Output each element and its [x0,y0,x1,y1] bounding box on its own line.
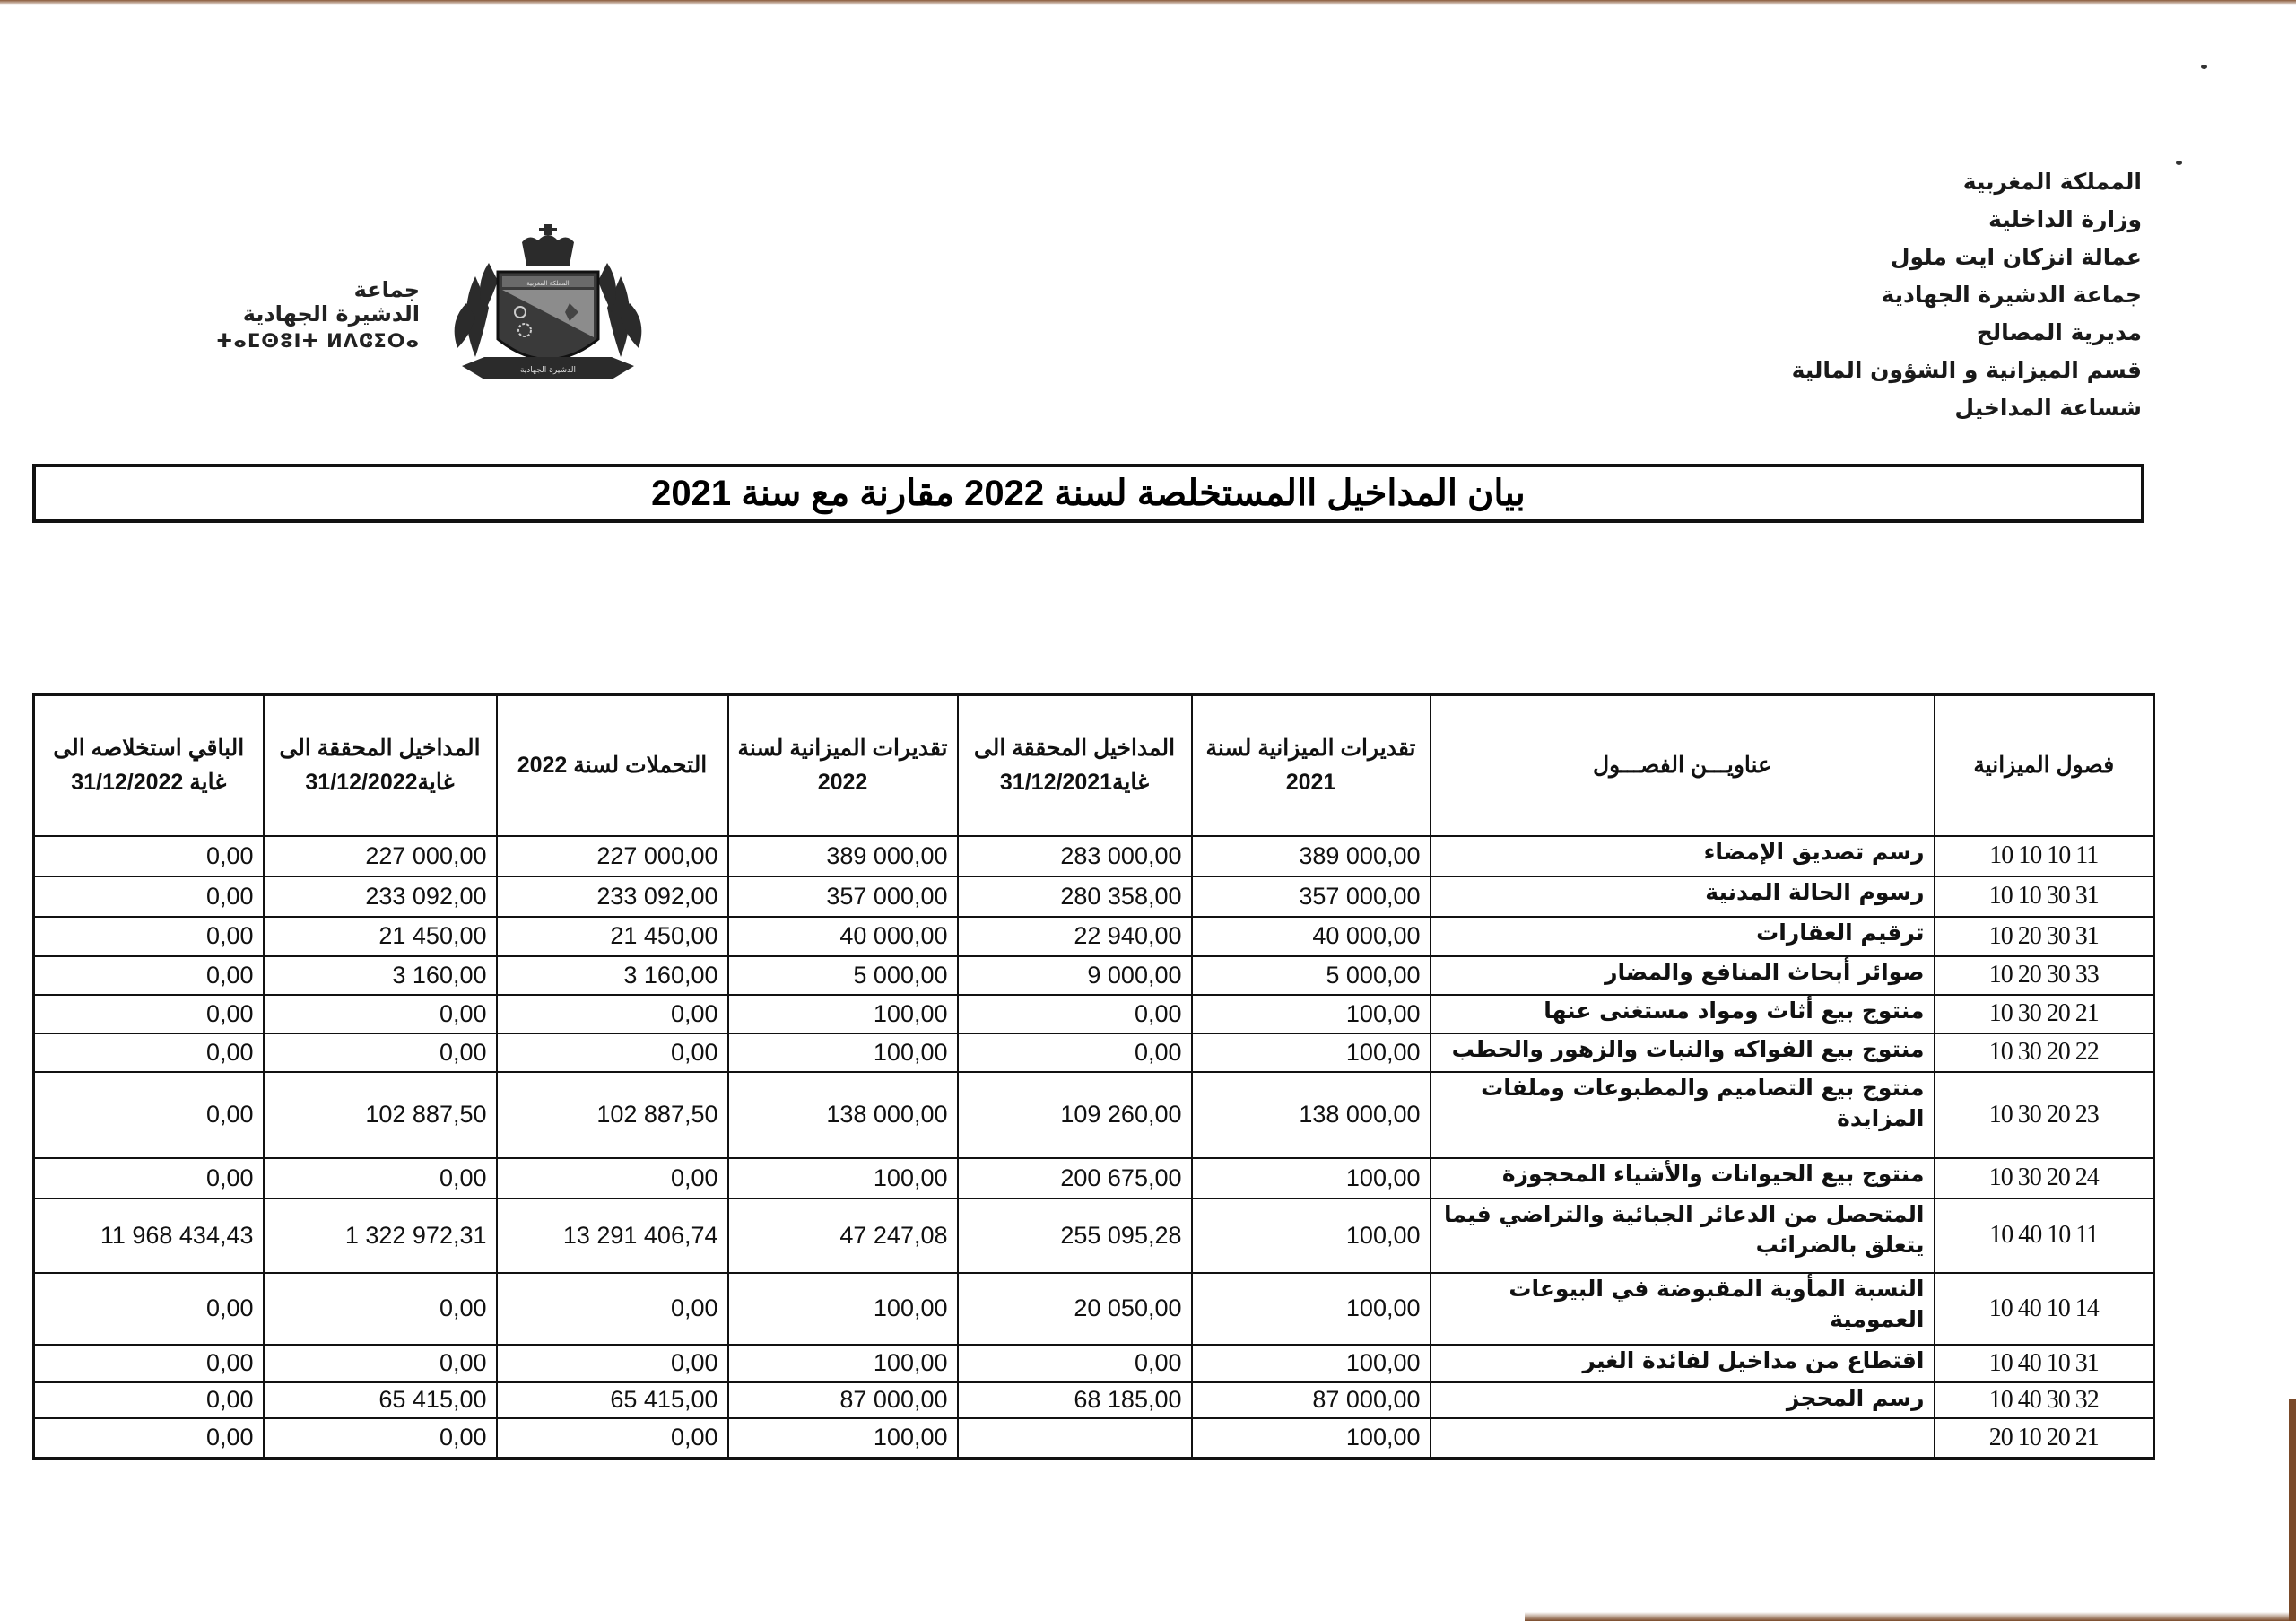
realized-2022-cell: 0,00 [264,1418,497,1459]
realized-2021-cell: 20 050,00 [958,1273,1192,1345]
charges-2022-cell: 21 450,00 [497,917,728,956]
realized-2021-cell: 283 000,00 [958,836,1192,876]
remaining-cell: 0,00 [34,1033,264,1072]
chapter-code-cell: 10 20 30 33 [1935,956,2154,995]
estimate-2022-cell: 100,00 [728,995,958,1033]
paper-edge [1525,1612,2296,1621]
realized-2022-cell: 102 887,50 [264,1072,497,1158]
chapter-code-cell: 10 20 30 31 [1935,917,2154,956]
table-row [34,1418,2154,1459]
estimate-2021-cell: 100,00 [1192,1418,1431,1459]
realized-2021-cell: 9 000,00 [958,956,1192,995]
table-header-row [34,695,2154,836]
realized-2021-cell: 22 940,00 [958,917,1192,956]
org-line: عمالة انزكان ايت ملول [1890,244,2142,270]
charges-2022-cell: 65 415,00 [497,1382,728,1418]
remaining-cell: 0,00 [34,1072,264,1158]
chapter-title-cell: منتوج بيع التصاميم والمطبوعات وملفات المزايدة [1431,1072,1935,1158]
chapter-code-cell: 10 30 20 24 [1935,1158,2154,1198]
table-row [34,1273,2154,1345]
estimate-2022-cell: 40 000,00 [728,917,958,956]
estimate-2021-cell: 100,00 [1192,1198,1431,1273]
chapter-code-cell: 10 10 30 31 [1935,876,2154,917]
estimate-2022-cell: 47 247,08 [728,1198,958,1273]
realized-2022-cell: 0,00 [264,995,497,1033]
remaining-cell: 0,00 [34,1158,264,1198]
column-header: تقديرات الميزانية لسنة 2022 [728,695,958,836]
chapter-title-cell: ترقيم العقارات [1431,917,1935,956]
estimate-2021-cell: 138 000,00 [1192,1072,1431,1158]
estimate-2022-cell: 138 000,00 [728,1072,958,1158]
estimate-2022-cell: 87 000,00 [728,1382,958,1418]
chapter-code-cell: 10 40 10 31 [1935,1345,2154,1382]
charges-2022-cell: 233 092,00 [497,876,728,917]
realized-2021-cell: 0,00 [958,1033,1192,1072]
commune-line-tifinagh: ⵜⴰⵎⵙⵓⵏⵜ ⵍⴷⵛⵉⵔⴰ [216,330,420,352]
charges-2022-cell: 0,00 [497,1345,728,1382]
remaining-cell: 0,00 [34,1382,264,1418]
estimate-2022-cell: 100,00 [728,1273,958,1345]
chapter-title-cell: رسم تصديق الإمضاء [1431,836,1935,876]
chapter-title-cell: النسبة المأوية المقبوضة في البيوعات العمومية [1431,1273,1935,1345]
remaining-cell: 0,00 [34,995,264,1033]
commune-emblem-logo [448,222,648,395]
table-row [34,1158,2154,1198]
estimate-2021-cell: 100,00 [1192,995,1431,1033]
chapter-title-cell [1431,1418,1935,1459]
realized-2022-cell: 3 160,00 [264,956,497,995]
chapter-title-cell: منتوج بيع الحيوانات والأشياء المحجوزة [1431,1158,1935,1198]
charges-2022-cell: 102 887,50 [497,1072,728,1158]
paper-edge [0,0,2296,5]
chapter-code-cell: 20 10 20 21 [1935,1418,2154,1459]
estimate-2021-cell: 5 000,00 [1192,956,1431,995]
remaining-cell: 0,00 [34,917,264,956]
realized-2022-cell: 21 450,00 [264,917,497,956]
chapter-title-cell: منتوج بيع أثاث ومواد مستغنى عنها [1431,995,1935,1033]
revenue-table [32,693,2155,1460]
remaining-cell: 0,00 [34,1273,264,1345]
org-line: المملكة المغربية [1962,169,2142,195]
speck [2176,161,2182,165]
emblem-ribbon-text: الدشيرة الجهادية [519,366,577,375]
chapter-title-cell: رسم المحجز [1431,1382,1935,1418]
chapter-title-cell: اقتطاع من مداخيل لفائدة الغير [1431,1345,1935,1382]
chapter-code-cell: 10 40 10 14 [1935,1273,2154,1345]
chapter-code-cell: 10 40 10 11 [1935,1198,2154,1273]
remaining-cell: 0,00 [34,1345,264,1382]
estimate-2022-cell: 100,00 [728,1033,958,1072]
org-line: وزارة الداخلية [1988,206,2142,232]
estimate-2022-cell: 389 000,00 [728,836,958,876]
commune-line: جماعة [353,277,420,302]
estimate-2021-cell: 40 000,00 [1192,917,1431,956]
org-line: جماعة الدشيرة الجهادية [1881,282,2142,308]
realized-2022-cell: 0,00 [264,1273,497,1345]
charges-2022-cell: 0,00 [497,1273,728,1345]
charges-2022-cell: 0,00 [497,1418,728,1459]
remaining-cell: 11 968 434,43 [34,1198,264,1273]
realized-2022-cell: 0,00 [264,1345,497,1382]
document-title-box [32,464,2144,523]
realized-2021-cell: 68 185,00 [958,1382,1192,1418]
column-header: فصول الميزانية [1935,695,2154,836]
table-row [34,1345,2154,1382]
table-row [34,1033,2154,1072]
chapter-title-cell: المتحصل من الدعائر الجبائية والتراضي فيما يتعلق بالضرائب [1431,1198,1935,1273]
column-header: تقديرات الميزانية لسنة 2021 [1192,695,1431,836]
estimate-2022-cell: 357 000,00 [728,876,958,917]
estimate-2021-cell: 357 000,00 [1192,876,1431,917]
realized-2021-cell: 200 675,00 [958,1158,1192,1198]
chapter-code-cell: 10 40 30 32 [1935,1382,2154,1418]
realized-2021-cell: 255 095,28 [958,1198,1192,1273]
table-row [34,995,2154,1033]
document-title: بيان المداخيل االمستخلصة لسنة 2022 مقارنة مع سنة 2021 [651,474,1526,513]
chapter-title-cell: رسوم الحالة المدنية [1431,876,1935,917]
realized-2021-cell: 0,00 [958,995,1192,1033]
realized-2021-cell: 280 358,00 [958,876,1192,917]
realized-2021-cell: 109 260,00 [958,1072,1192,1158]
chapter-code-cell: 10 10 10 11 [1935,836,2154,876]
charges-2022-cell: 0,00 [497,1033,728,1072]
table-row [34,917,2154,956]
chapter-title-cell: منتوج بيع الفواكه والنبات والزهور والحطب [1431,1033,1935,1072]
estimate-2021-cell: 100,00 [1192,1345,1431,1382]
realized-2021-cell [958,1418,1192,1459]
column-header: المداخيل المحققة الى غاية31/12/2021 [958,695,1192,836]
estimate-2022-cell: 100,00 [728,1418,958,1459]
estimate-2021-cell: 389 000,00 [1192,836,1431,876]
estimate-2022-cell: 5 000,00 [728,956,958,995]
commune-name [204,278,420,355]
realized-2022-cell: 0,00 [264,1033,497,1072]
commune-line: الدشيرة الجهادية [242,301,420,327]
realized-2021-cell: 0,00 [958,1345,1192,1382]
table-row [34,1382,2154,1418]
remaining-cell: 0,00 [34,956,264,995]
administrative-header [1639,163,2142,427]
charges-2022-cell: 0,00 [497,1158,728,1198]
chapter-code-cell: 10 30 20 23 [1935,1072,2154,1158]
realized-2022-cell: 1 322 972,31 [264,1198,497,1273]
remaining-cell: 0,00 [34,836,264,876]
realized-2022-cell: 65 415,00 [264,1382,497,1418]
charges-2022-cell: 227 000,00 [497,836,728,876]
estimate-2021-cell: 100,00 [1192,1033,1431,1072]
column-header: التحملات لسنة 2022 [497,695,728,836]
chapter-title-cell: صوائر أبحاث المنافع والمضار [1431,956,1935,995]
realized-2022-cell: 233 092,00 [264,876,497,917]
charges-2022-cell: 3 160,00 [497,956,728,995]
table-row [34,956,2154,995]
charges-2022-cell: 0,00 [497,995,728,1033]
table-row [34,1072,2154,1158]
speck [2201,65,2207,69]
column-header: الباقي استخلاصه الى غاية 31/12/2022 [34,695,264,836]
table-row [34,836,2154,876]
estimate-2021-cell: 100,00 [1192,1273,1431,1345]
estimate-2022-cell: 100,00 [728,1158,958,1198]
realized-2022-cell: 0,00 [264,1158,497,1198]
table-row [34,876,2154,917]
emblem-top-text: المملكة المغربية [526,280,570,287]
estimate-2022-cell: 100,00 [728,1345,958,1382]
paper-edge [2289,1399,2296,1621]
column-header: عناويـــن الفصـــول [1431,695,1935,836]
org-line: مديرية المصالح [1976,319,2142,345]
org-line: شساعة المداخيل [1954,395,2142,421]
org-line: قسم الميزانية و الشؤون المالية [1791,357,2142,383]
charges-2022-cell: 13 291 406,74 [497,1198,728,1273]
estimate-2021-cell: 100,00 [1192,1158,1431,1198]
column-header: المداخيل المحققة الى غاية31/12/2022 [264,695,497,836]
remaining-cell: 0,00 [34,1418,264,1459]
table-row [34,1198,2154,1273]
estimate-2021-cell: 87 000,00 [1192,1382,1431,1418]
realized-2022-cell: 227 000,00 [264,836,497,876]
chapter-code-cell: 10 30 20 21 [1935,995,2154,1033]
remaining-cell: 0,00 [34,876,264,917]
chapter-code-cell: 10 30 20 22 [1935,1033,2154,1072]
